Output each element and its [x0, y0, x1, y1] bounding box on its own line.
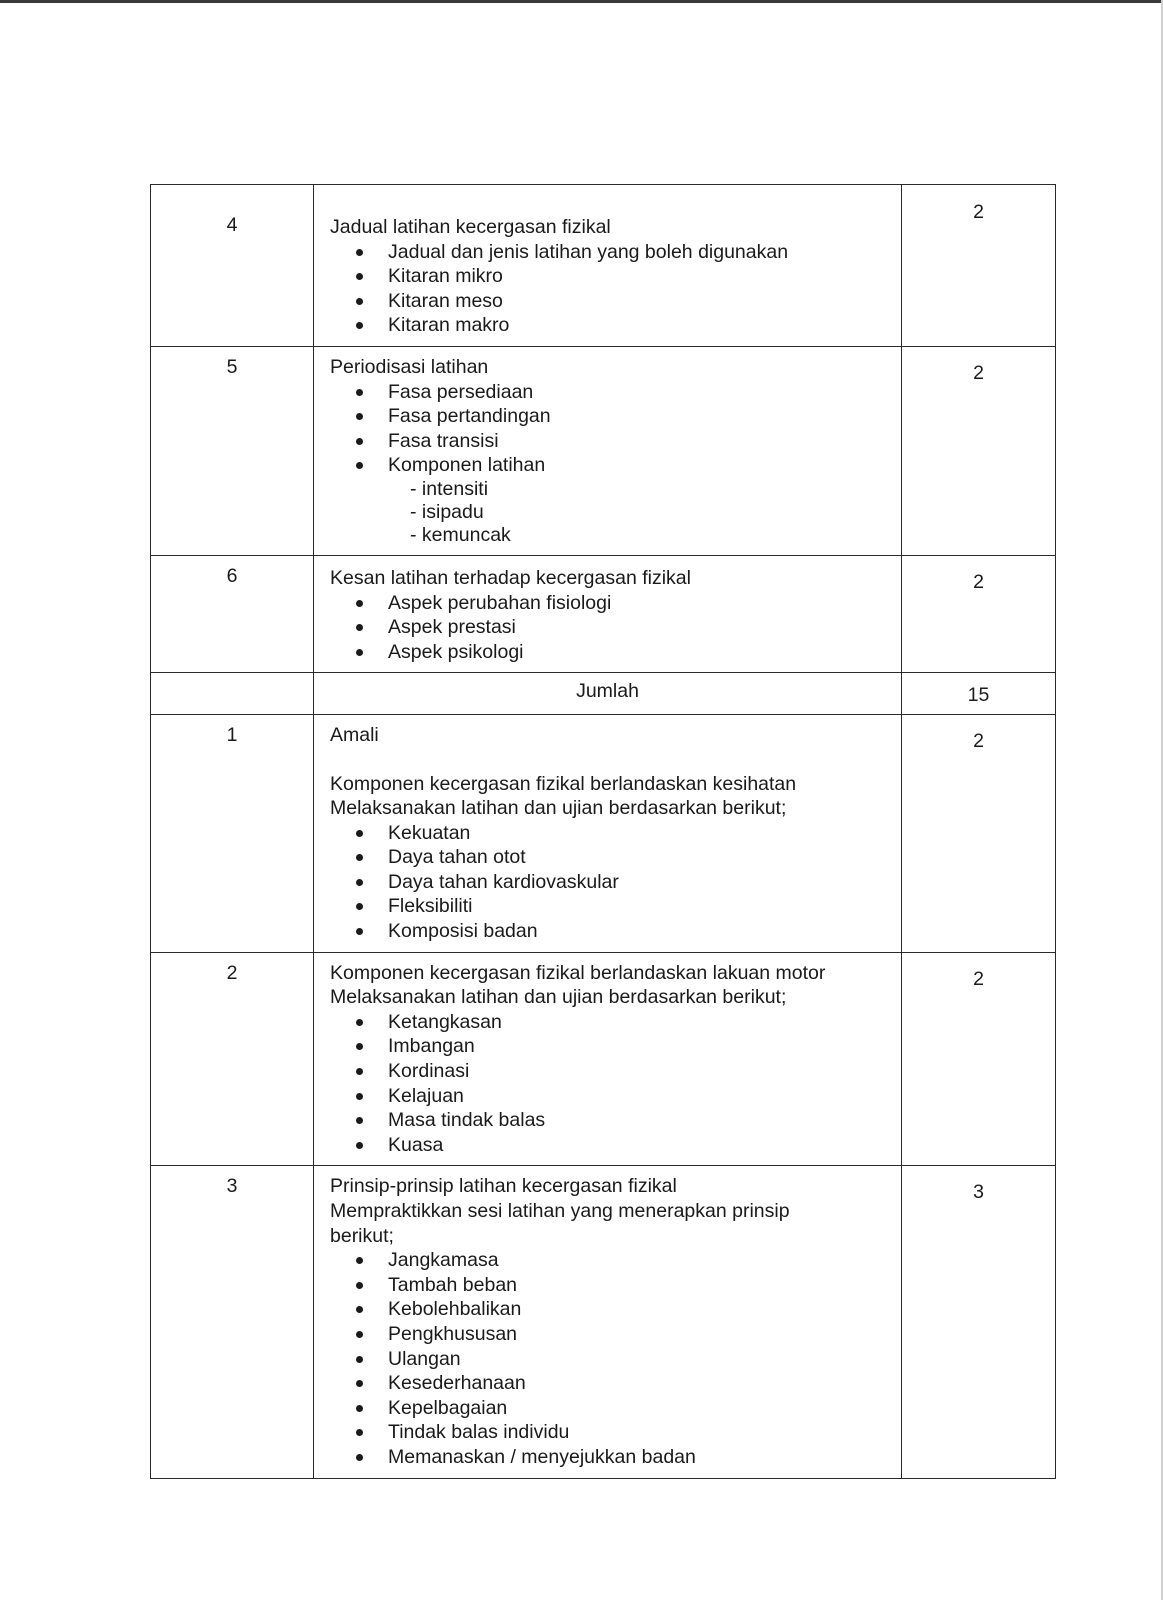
list-item: Aspek prestasi [330, 615, 891, 640]
list-item: Komponen latihan [330, 453, 891, 478]
total-hours: 15 [902, 673, 1056, 715]
table-row [151, 555, 1056, 672]
list-item: Ketangkasan [330, 1010, 891, 1035]
total-row [151, 673, 1056, 715]
list-item: Kebolehbalikan [330, 1297, 891, 1322]
bullet-list [330, 821, 891, 944]
list-item: Komposisi badan [330, 919, 891, 944]
table-row [151, 952, 1056, 1166]
topic-title: Prinsip-prinsip latihan kecergasan fizikal [330, 1175, 677, 1198]
row-number: 4 [151, 185, 314, 347]
topic-cell [314, 952, 902, 1166]
hours-cell: 3 [902, 1166, 1056, 1478]
topic-cell [314, 346, 902, 555]
topic-cell [314, 1166, 902, 1478]
topic-cell [314, 714, 902, 952]
spacer [330, 748, 891, 772]
sub-list [330, 478, 891, 547]
table-row [151, 714, 1056, 952]
topic-title: Komponen kecergasan fizikal berlandaskan lakuan motor [330, 961, 826, 984]
list-item: Tindak balas individu [330, 1420, 891, 1445]
list-item: Kuasa [330, 1133, 891, 1158]
topic-instruction-cont: berikut; [330, 1224, 394, 1247]
list-item: Fasa pertandingan [330, 404, 891, 429]
bullet-list [330, 591, 891, 665]
list-item: Aspek psikologi [330, 640, 891, 665]
bullet-list [330, 1248, 891, 1469]
topic-instruction: Mempraktikkan sesi latihan yang menerapkan prinsip [330, 1200, 790, 1222]
list-item: Masa tindak balas [330, 1108, 891, 1133]
list-item: Fasa transisi [330, 429, 891, 454]
list-item: Daya tahan kardiovaskular [330, 870, 891, 895]
list-item: Kekuatan [330, 821, 891, 846]
list-item: Jangkamasa [330, 1248, 891, 1273]
topic-cell [314, 555, 902, 672]
row-number: 5 [151, 346, 314, 555]
hours-cell: 2 [902, 714, 1056, 952]
list-item: Kitaran mikro [330, 264, 891, 289]
empty-cell [151, 673, 314, 715]
bullet-list [330, 380, 891, 478]
list-item: Kitaran makro [330, 313, 891, 338]
list-item: Kitaran meso [330, 289, 891, 314]
topic-instruction: Melaksanakan latihan dan ujian berdasarkan berikut; [330, 797, 787, 820]
sub-item: - kemuncak [330, 524, 891, 547]
list-item: Pengkhususan [330, 1322, 891, 1347]
topic-title: Kesan latihan terhadap kecergasan fizikal [330, 566, 691, 589]
total-label: Jumlah [314, 673, 902, 715]
row-number: 3 [151, 1166, 314, 1478]
list-item: Ulangan [330, 1347, 891, 1372]
list-item: Kelajuan [330, 1084, 891, 1109]
list-item: Kordinasi [330, 1059, 891, 1084]
topic-title: Komponen kecergasan fizikal berlandaskan kesihatan [330, 772, 797, 795]
table-row [151, 185, 1056, 347]
list-item: Memanaskan / menyejukkan badan [330, 1445, 891, 1470]
hours-cell: 2 [902, 185, 1056, 347]
sub-item: - isipadu [330, 501, 891, 524]
hours-cell: 2 [902, 555, 1056, 672]
topic-title: Jadual latihan kecergasan fizikal [330, 216, 611, 238]
bullet-list [330, 1010, 891, 1158]
list-item: Aspek perubahan fisiologi [330, 591, 891, 616]
syllabus-table [150, 184, 1056, 1479]
row-number: 2 [151, 952, 314, 1166]
list-item: Jadual dan jenis latihan yang boleh digunakan [330, 240, 891, 265]
row-number: 6 [151, 555, 314, 672]
list-item: Fasa persediaan [330, 380, 891, 405]
bullet-list [330, 240, 891, 338]
hours-cell: 2 [902, 346, 1056, 555]
list-item: Daya tahan otot [330, 845, 891, 870]
topic-title: Periodisasi latihan [330, 355, 489, 378]
sub-item: - intensiti [330, 478, 891, 501]
list-item: Tambah beban [330, 1273, 891, 1298]
list-item: Kepelbagaian [330, 1396, 891, 1421]
scan-top-edge [0, 0, 1163, 3]
topic-instruction: Melaksanakan latihan dan ujian berdasarkan berikut; [330, 986, 787, 1009]
list-item: Imbangan [330, 1034, 891, 1059]
table-row [151, 1166, 1056, 1478]
table-row [151, 346, 1056, 555]
list-item: Fleksibiliti [330, 894, 891, 919]
hours-cell: 2 [902, 952, 1056, 1166]
list-item: Kesederhanaan [330, 1371, 891, 1396]
topic-cell [314, 185, 902, 347]
row-number: 1 [151, 714, 314, 952]
section-heading: Amali [330, 723, 379, 746]
